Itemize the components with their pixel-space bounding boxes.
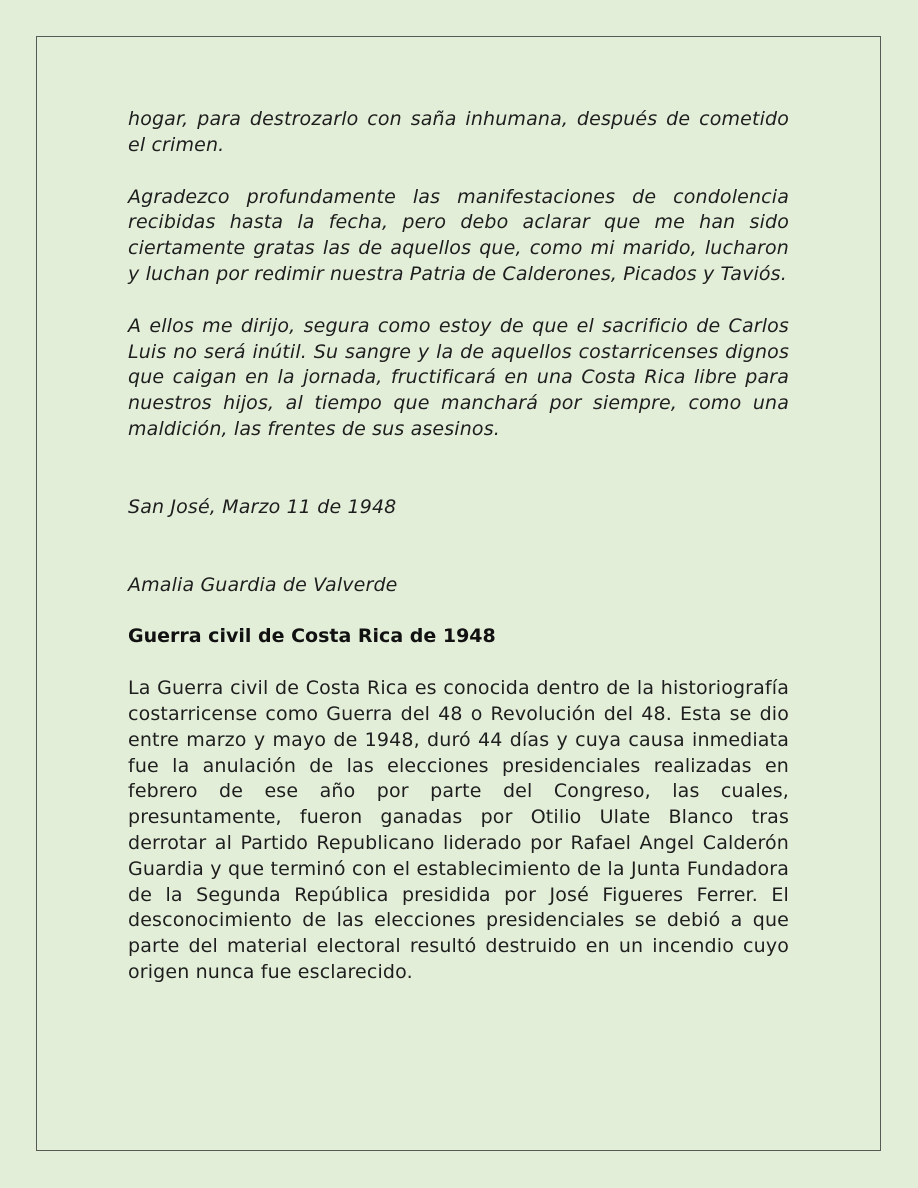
letter-date: San José, Marzo 11 de 1948 bbox=[128, 495, 397, 518]
letter-signature: Amalia Guardia de Valverde bbox=[128, 573, 398, 596]
section-heading: Guerra civil de Costa Rica de 1948 bbox=[128, 625, 496, 648]
letter-paragraph: Agradezco profundamente las manifestaciones de condolencia recibidas hasta la fecha, pero debo aclarar que me han sido ciertamente gratas las de aquellos que, como mi marido, lucharon y luchan por redimir nuestra Patria de Calderones, Picados y Taviós. bbox=[128, 185, 789, 285]
letter-paragraph: A ellos me dirijo, segura como estoy de que el sacrificio de Carlos Luis no será inútil. Su sangre y la de aquellos costarricenses dignos que caigan en la jornada, fructificará en una Costa Rica libre para nuestros hijos, al tiempo que manchará por siempre, como una maldición, las frentes de sus asesinos. bbox=[128, 314, 789, 440]
page-content bbox=[128, 107, 789, 986]
letter-paragraph: hogar, para destrozarlo con saña inhumana, después de cometido el crimen. bbox=[128, 108, 789, 156]
article-body: La Guerra civil de Costa Rica es conocida dentro de la historiografía costarricense como Guerra del 48 o Revolución del 48. Esta se dio entre marzo y mayo de 1948, duró 44 días y cuya causa inmediata fue la anulación de las elecciones presidenciales realizadas en febrero de ese año por parte del Congreso, las cuales, presuntamente, fueron ganadas por Otilio Ulate Blanco tras derrotar al Partido Republicano liderado por Rafael Angel Calderón Guardia y que terminó con el establecimiento de la Junta Fundadora de la Segunda República presidida por José Figueres Ferrer. El desconocimiento de las elecciones presidenciales se debió a que parte del material electoral resultó destruido en un incendio cuyo origen nunca fue esclarecido. bbox=[128, 677, 789, 983]
